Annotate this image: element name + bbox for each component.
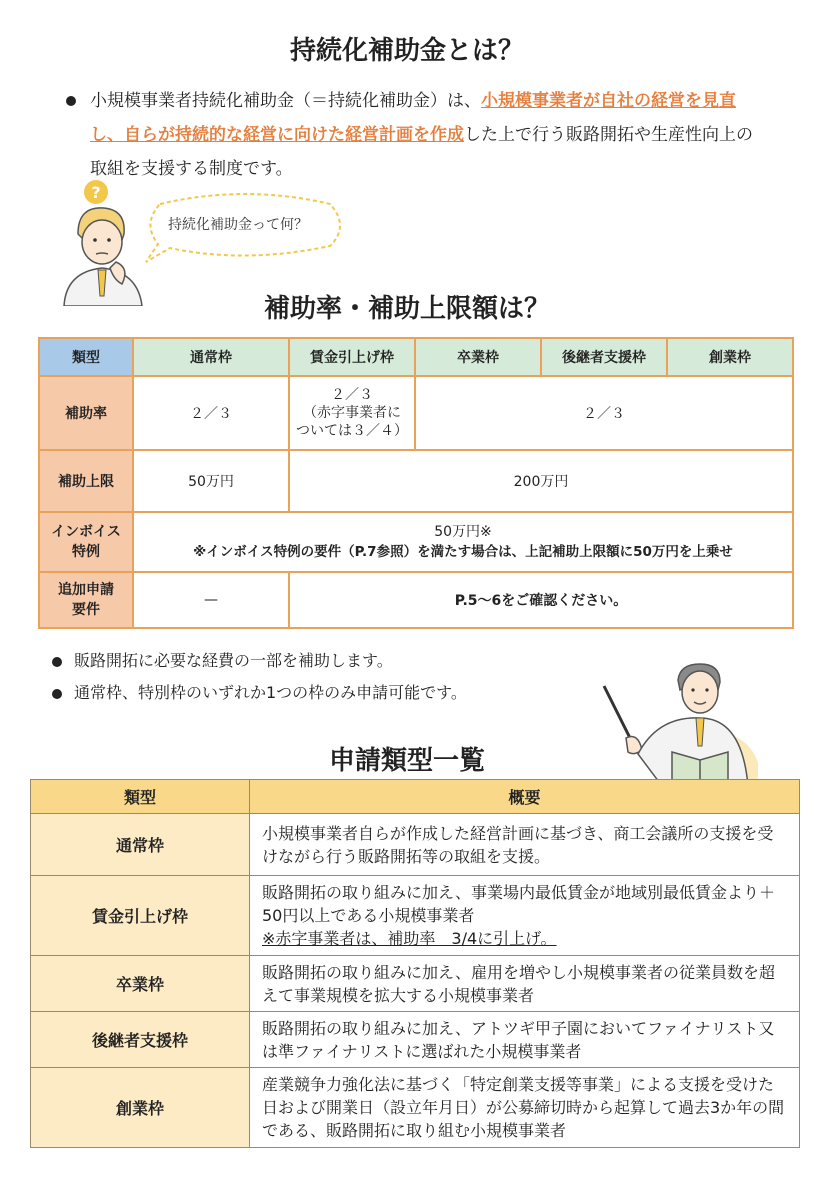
table-header-row (39, 338, 793, 376)
speech-bubble-text: 持続化補助金って何？ (168, 217, 308, 233)
limit-others: 200万円 (289, 450, 793, 512)
row-label-extra (39, 572, 133, 628)
types-table (30, 779, 800, 1148)
header-startup: 創業枠 (667, 338, 793, 376)
table-row (31, 956, 800, 1012)
extra-normal: — (133, 572, 289, 628)
header-successor: 後継者支援枠 (541, 338, 667, 376)
invoice-note: ※インボイス特例の要件（P.7参照）を満たす場合は、上記補助上限額に50万円を上乗せ (193, 544, 733, 560)
desc-cell: 販路開拓の取り組みに加え、雇用を増やし小規模事業者の従業員数を超えて事業規模を拡大する小規模事業者 (250, 956, 800, 1012)
row-label-invoice (39, 512, 133, 572)
header-summary: 概要 (250, 780, 800, 814)
rate-wage-note-2: ついては３／４） (296, 423, 408, 439)
intro-text-1: 小規模事業者持続化補助金（＝持続化補助金）は、 (90, 91, 481, 111)
table-row-rate (39, 376, 793, 450)
rate-wage-value: ２／３ (331, 387, 373, 403)
table-row (31, 814, 800, 876)
extra-others: P.5～6をご確認ください。 (289, 572, 793, 628)
desc-cell: 産業競争力強化法に基づく「特定創業支援等事業」による支援を受けた日および開業日（設立年月日）が公募締切時から起算して過去3か年の間である、販路開拓に取り組む小規模事業者 (250, 1068, 800, 1148)
desc-note: ※赤字事業者は、補助率 3/4に引上げ。 (262, 929, 557, 948)
rate-others: ２／３ (415, 376, 793, 450)
intro-paragraph (70, 84, 760, 186)
header-wage: 賃金引上げ枠 (289, 338, 415, 376)
table-row-invoice (39, 512, 793, 572)
row-label-extra-2: 要件 (72, 602, 100, 618)
row-label-invoice-2: 特例 (72, 544, 100, 560)
rates-table (38, 337, 794, 629)
table-header-row (31, 780, 800, 814)
type-cell: 通常枠 (31, 814, 250, 876)
bullet-dot-icon (52, 689, 62, 699)
table-row-extra (39, 572, 793, 628)
invoice-cell (133, 512, 793, 572)
row-label-extra-1: 追加申請 (58, 582, 114, 598)
table-row-limit (39, 450, 793, 512)
desc-cell: 販路開拓の取り組みに加え、アトツギ甲子園においてファイナリスト又は準ファイナリストに選ばれた小規模事業者 (250, 1012, 800, 1068)
type-cell: 卒業枠 (31, 956, 250, 1012)
section-title-types: 申請類型一覧 (328, 746, 485, 776)
page-title: 持続化補助金とは？ (289, 36, 524, 66)
table-row (31, 1068, 800, 1148)
row-label-limit: 補助上限 (39, 450, 133, 512)
desc-cell (250, 876, 800, 956)
desc-text: 販路開拓の取り組みに加え、事業場内最低賃金が地域別最低賃金より＋50円以上である小規模事業者 (262, 883, 775, 925)
row-label-rate: 補助率 (39, 376, 133, 450)
type-cell: 後継者支援枠 (31, 1012, 250, 1068)
bullet-text: 通常枠、特別枠のいずれか1つの枠のみ申請可能です。 (74, 683, 467, 702)
desc-cell: 小規模事業者自らが作成した経営計画に基づき、商工会議所の支援を受けながら行う販路開拓等の取組を支援。 (250, 814, 800, 876)
intro-highlight: 小規模事業者が自社の経営を見直し、自らが持続的な経営に向けた経営計画を作成 (90, 91, 736, 145)
type-cell: 創業枠 (31, 1068, 250, 1148)
type-cell: 賃金引上げ枠 (31, 876, 250, 956)
section-title-rates: 補助率・補助上限額は？ (263, 294, 550, 324)
rate-wage-note-1: （赤字事業者に (303, 405, 401, 421)
question-mark: ? (91, 183, 101, 202)
bullet-item (52, 680, 467, 703)
header-graduation: 卒業枠 (415, 338, 541, 376)
header-normal: 通常枠 (133, 338, 289, 376)
bullet-item (52, 648, 393, 671)
table-row (31, 1012, 800, 1068)
header-type: 類型 (39, 338, 133, 376)
rate-wage (289, 376, 415, 450)
row-label-invoice-1: インボイス (51, 524, 121, 540)
bullet-dot-icon (66, 96, 76, 106)
intro-text-2: した上で行う販路開拓や生産性向上の取組を支援する制度です。 (90, 125, 753, 179)
header-type: 類型 (31, 780, 250, 814)
invoice-amount: 50万円※ (434, 524, 492, 540)
rate-normal: ２／３ (133, 376, 289, 450)
bullet-dot-icon (52, 657, 62, 667)
table-row (31, 876, 800, 956)
bullet-text: 販路開拓に必要な経費の一部を補助します。 (74, 651, 393, 670)
limit-normal: 50万円 (133, 450, 289, 512)
